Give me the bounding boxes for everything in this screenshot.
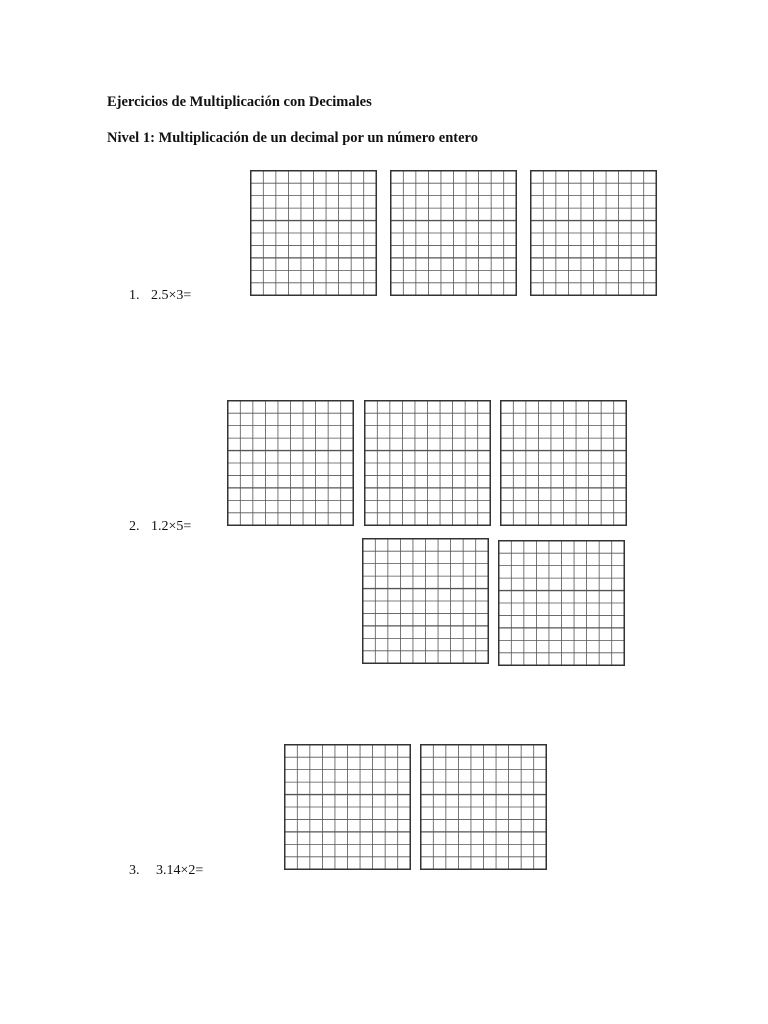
exercise-number: 3.	[129, 863, 140, 878]
exercise-expression: 2.5×3=	[151, 288, 192, 303]
hundred-grid	[420, 744, 547, 870]
hundred-grid	[362, 538, 489, 664]
hundred-grid	[498, 540, 625, 666]
level-heading: Nivel 1: Multiplicación de un decimal por un número entero	[107, 130, 478, 146]
exercise-expression: 1.2×5=	[151, 519, 192, 534]
hundred-grid	[530, 170, 657, 296]
exercise-number: 1.	[129, 288, 140, 303]
grid-svg	[362, 538, 489, 664]
grid-svg	[420, 744, 547, 870]
hundred-grid	[364, 400, 491, 526]
exercise-number: 2.	[129, 519, 140, 534]
exercise-expression: 3.14×2=	[156, 863, 204, 878]
grid-svg	[498, 540, 625, 666]
grid-svg	[250, 170, 377, 296]
hundred-grid	[250, 170, 377, 296]
grid-svg	[227, 400, 354, 526]
hundred-grid	[284, 744, 411, 870]
grid-svg	[284, 744, 411, 870]
page-title: Ejercicios de Multiplicación con Decimales	[107, 94, 372, 110]
hundred-grid	[500, 400, 627, 526]
hundred-grid	[227, 400, 354, 526]
grid-svg	[364, 400, 491, 526]
grid-svg	[530, 170, 657, 296]
hundred-grid	[390, 170, 517, 296]
grid-svg	[500, 400, 627, 526]
grid-svg	[390, 170, 517, 296]
